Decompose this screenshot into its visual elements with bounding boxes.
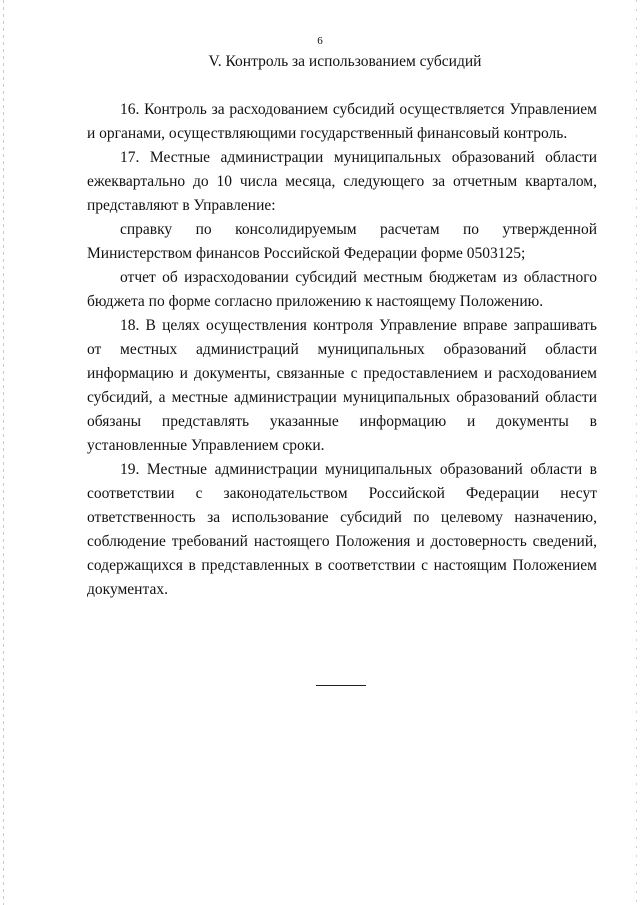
page-number: 6: [317, 35, 323, 47]
section-title: V. Контроль за использованием субсидий: [208, 53, 482, 70]
document-body: [87, 98, 597, 602]
end-separator-line: [316, 685, 366, 686]
paragraph-17-item-report-form: справку по консолидируемым расчетам по утвержденной Министерством финансов Российской Федерации форме 0503125;: [87, 221, 597, 262]
scan-edge-left: [3, 0, 4, 905]
scan-edge-right: [636, 0, 637, 905]
paragraph-17: 17. Местные администрации муниципальных образований области ежеквартально до 10 числа месяца, следующего за отчетным кварталом, представляют в Управление:: [87, 149, 597, 214]
paragraph-17-item-subsidy-report: отчет об израсходовании субсидий местным бюджетам из областного бюджета по форме согласно приложению к настоящему Положению.: [87, 269, 597, 310]
paragraph-16: 16. Контроль за расходованием субсидий осуществляется Управлением и органами, осуществляющими государственный финансовый контроль.: [87, 101, 597, 142]
paragraph-18: 18. В целях осуществления контроля Управление вправе запрашивать от местных администраций муниципальных образований области информацию и документы, связанные с предоставлением и расходованием субсидий, а местные администрации муниципальных образований области обязаны представлять указанные информацию и документы в установленные Управлением сроки.: [87, 317, 597, 454]
paragraph-19: 19. Местные администрации муниципальных образований области в соответствии с законодательством Российской Федерации несут ответственность за использование субсидий по целевому назначению, соблюдение требований настоящего Положения и достоверность сведений, содержащихся в представленных в соответствии с настоящим Положением документах.: [87, 461, 597, 598]
